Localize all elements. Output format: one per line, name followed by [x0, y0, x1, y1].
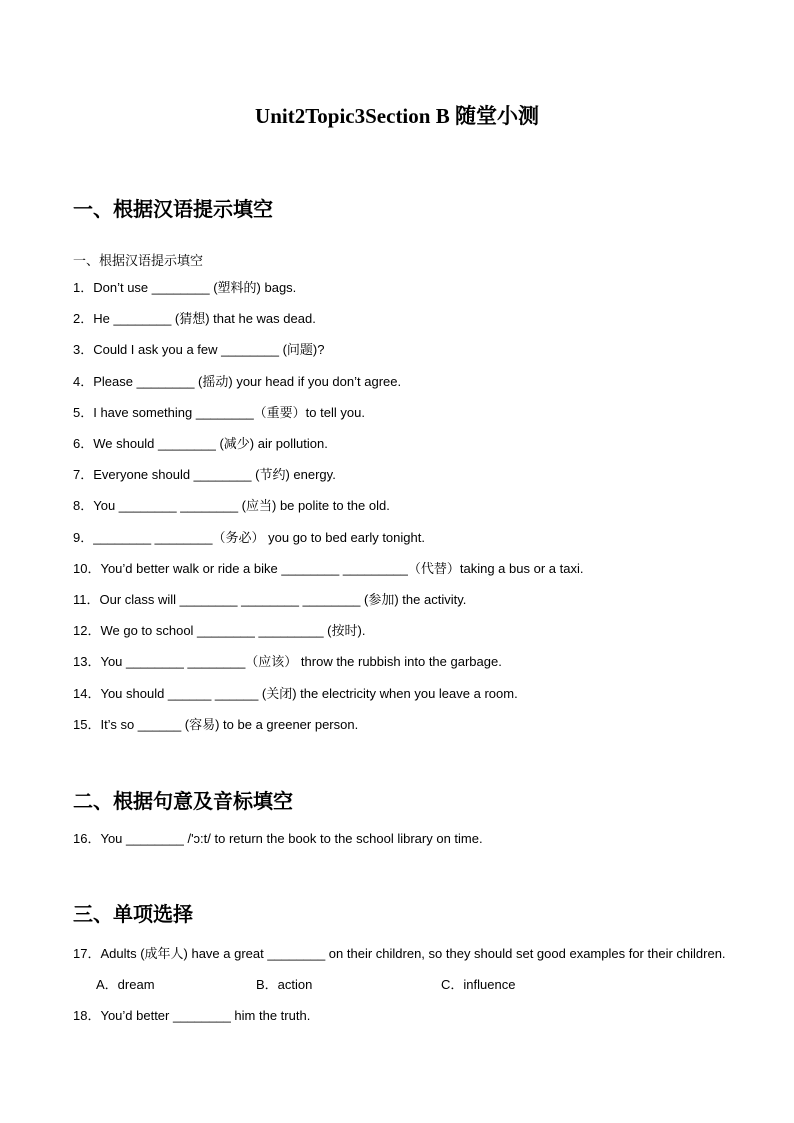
question-12: 12．We go to school ________ _________ (按时). [73, 623, 366, 638]
question-16: 16．You ________ /'ɔ:t/ to return the book to the school library on time. [73, 831, 483, 846]
question-4: 4．Please ________ (摇动) your head if you don’t agree. [73, 374, 402, 389]
question-8: 8．You ________ ________ (应当) be polite to the old. [73, 498, 390, 513]
question-18: 18．You’d better ________ him the truth. [73, 1008, 311, 1023]
question-9: 9．________ ________（务必） you go to bed early tonight. [73, 530, 425, 545]
question-7: 7．Everyone should ________ (节约) energy. [73, 467, 336, 482]
question-5: 5．I have something ________（重要）to tell you. [73, 405, 365, 420]
section-heading-2: 二、根据句意及音标填空 [73, 791, 293, 813]
option-a: A．dream [96, 977, 155, 992]
section-heading-3: 三、单项选择 [73, 904, 193, 926]
option-c: C．influence [441, 977, 516, 992]
question-13: 13．You ________ ________（应该） throw the rubbish into the garbage. [73, 654, 502, 669]
question-3: 3．Could I ask you a few ________ (问题)? [73, 342, 325, 357]
question-17: 17．Adults (成年人) have a great ________ on their children, so they should set good examples for their children. [73, 946, 726, 961]
question-14: 14．You should ______ ______ (关闭) the electricity when you leave a room. [73, 686, 518, 701]
question-11: 11．Our class will ________ ________ ________ (参加) the activity. [73, 592, 467, 607]
question-15: 15．It’s so ______ (容易) to be a greener person. [73, 717, 359, 732]
section-heading-1: 一、根据汉语提示填空 [73, 199, 273, 221]
page-title: Unit2Topic3Section B 随堂小测 [255, 104, 539, 128]
question-1: 1．Don’t use ________ (塑料的) bags. [73, 280, 297, 295]
section-subheading-1: 一、根据汉语提示填空 [73, 253, 204, 268]
question-2: 2．He ________ (猜想) that he was dead. [73, 311, 316, 326]
question-17-options [96, 976, 756, 994]
question-6: 6．We should ________ (减少) air pollution. [73, 436, 328, 451]
option-b: B．action [256, 977, 313, 992]
question-10: 10．You’d better walk or ride a bike ________ _________（代替）taking a bus or a taxi. [73, 561, 584, 576]
